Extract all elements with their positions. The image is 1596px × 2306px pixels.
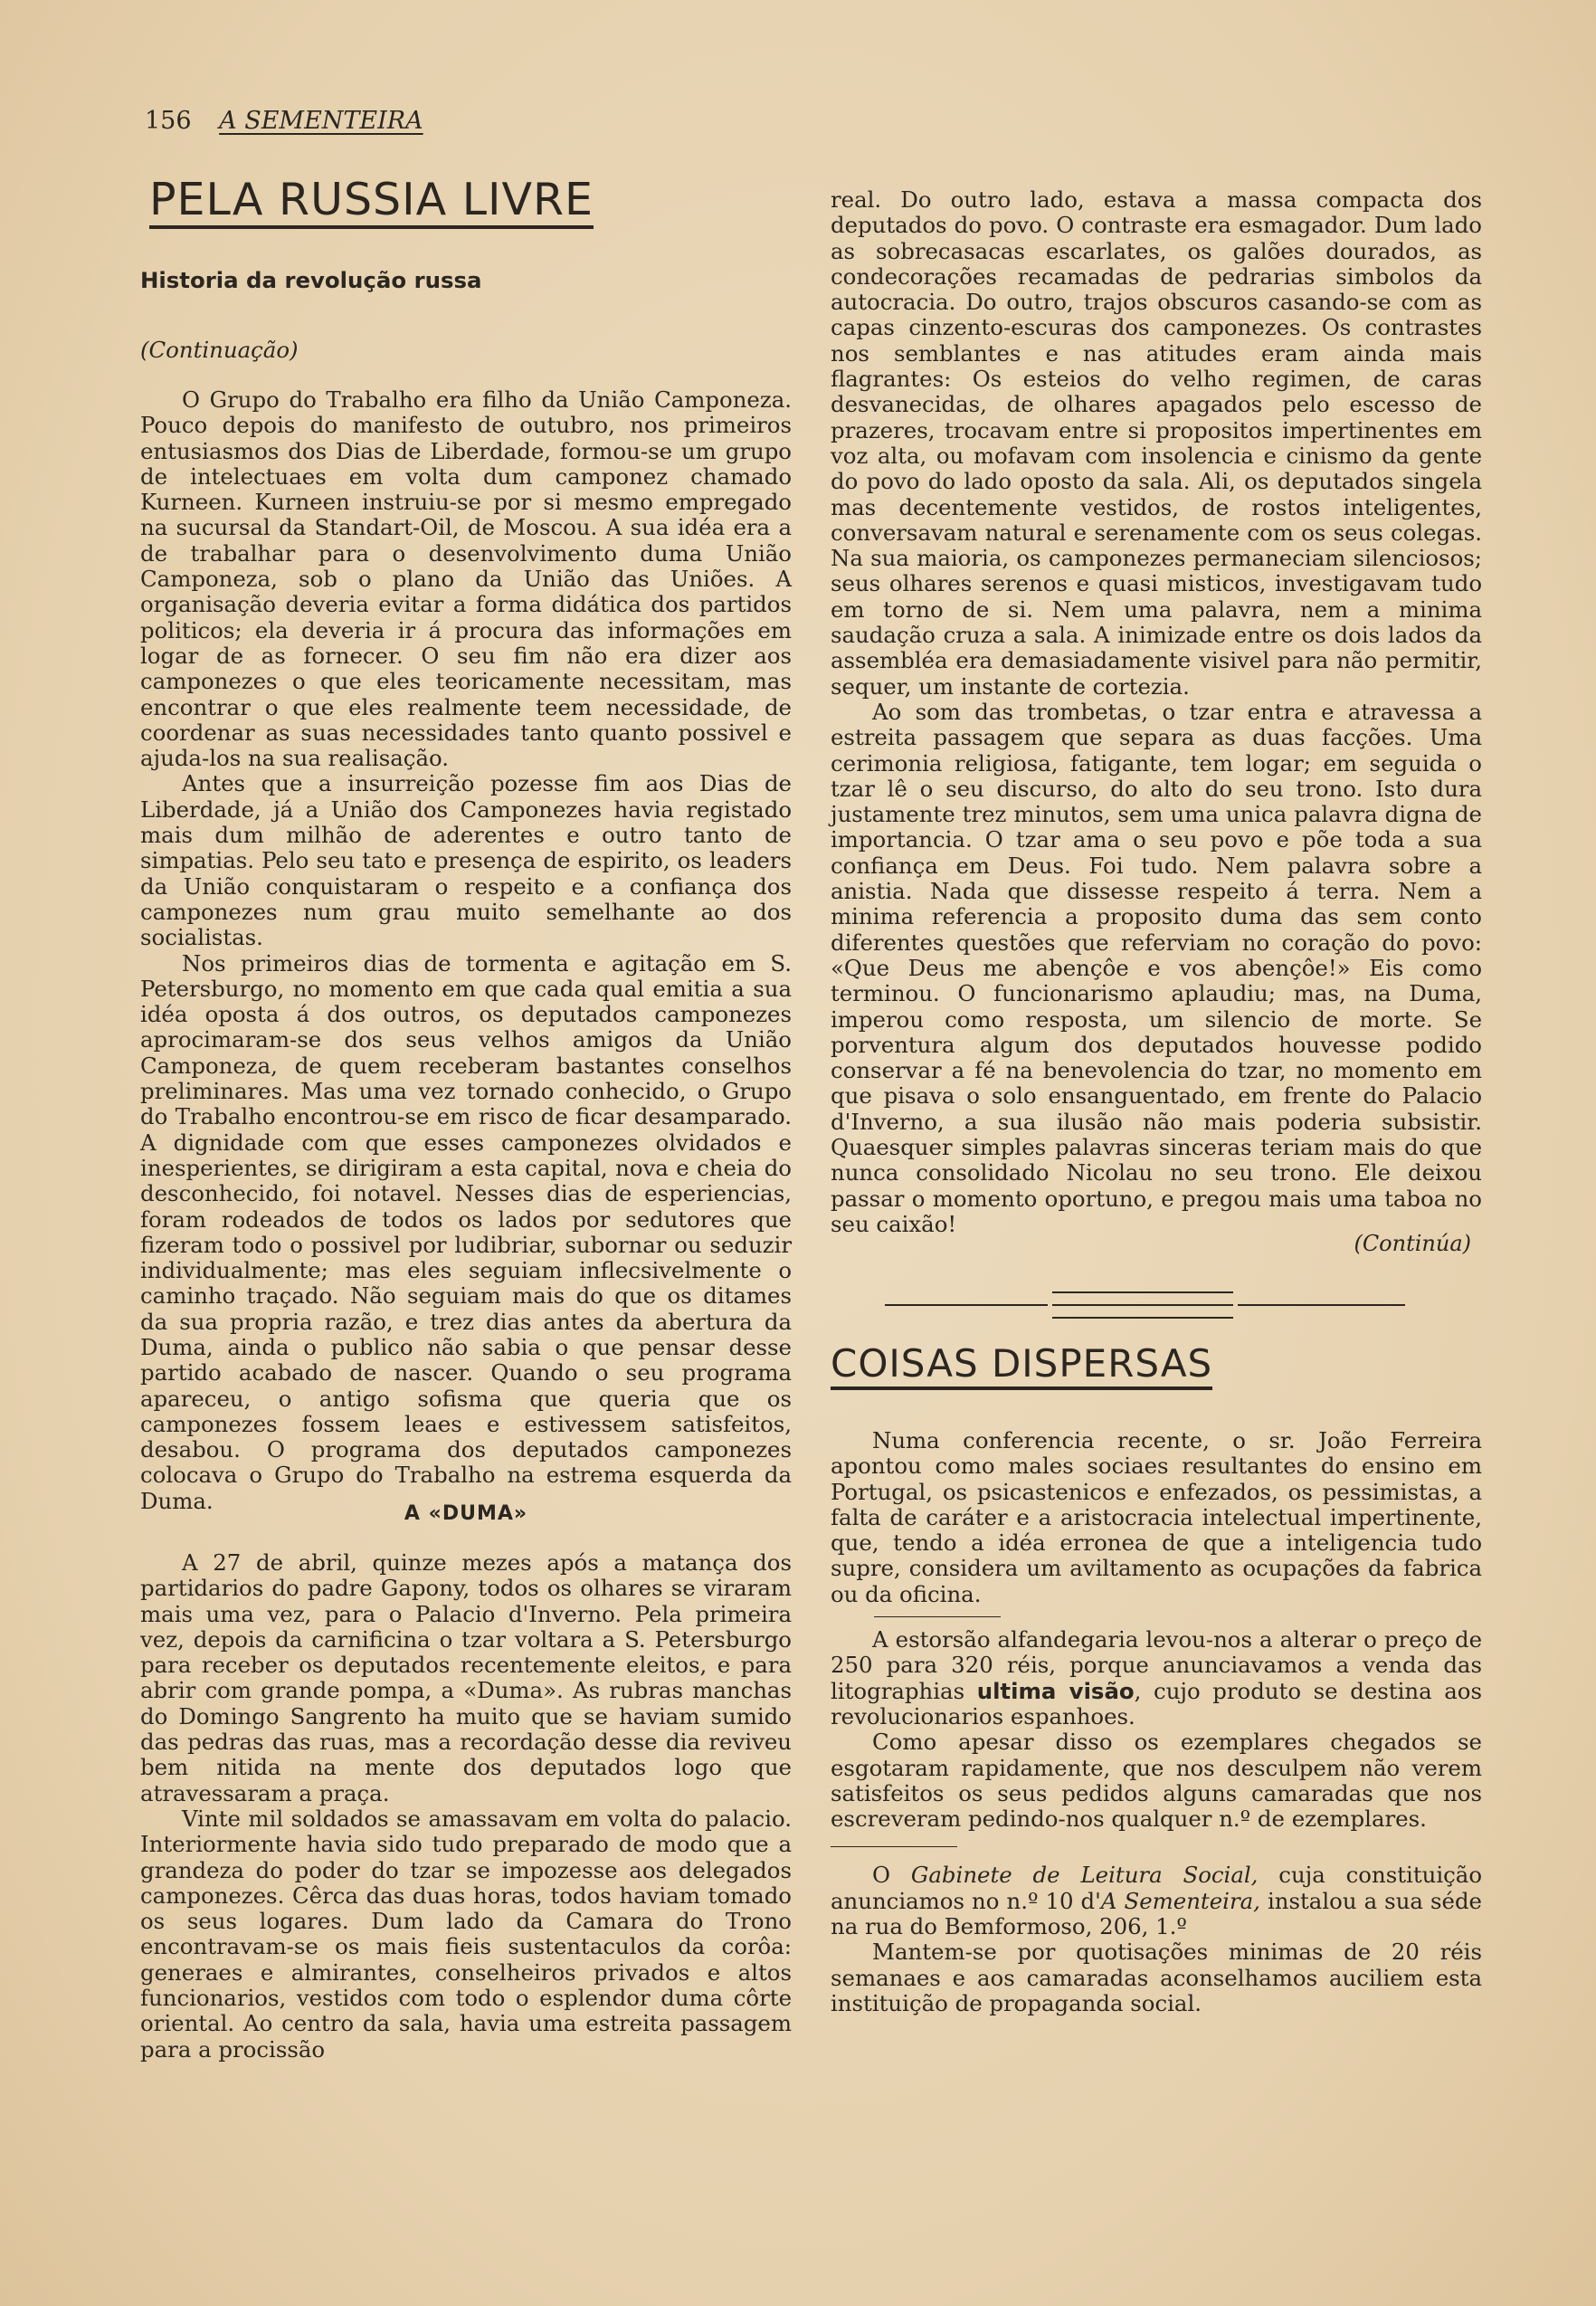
separator-rule bbox=[831, 1846, 957, 1847]
paragraph: Antes que a insurreição pozesse fim aos Dias de Liberdade, já a União dos Camponezes havia registado mais dum milhão de aderentes e outro tanto de simpatias. Pelo seu tato e presença de espirito, os leaders da União conquistaram o respeito e a confiança dos camponezes num grau muito semelhante ao dos socialistas. bbox=[140, 770, 792, 951]
page-header bbox=[145, 107, 423, 135]
article2-title: COISAS DISPERSAS bbox=[831, 1345, 1212, 1390]
to-be-continued: (Continúa) bbox=[1354, 1231, 1471, 1256]
paragraph: Numa conferencia recente, o sr. João Ferreira apontou como males sociaes resultantes do ensino em Portugal, os psicastenicos e enfezados, os pessimistas, a falta de caráter e a aristocracia intelectual impertinente, que, tendo a idéa erronea de que a inteligencia tudo supre, considera um aviltamento as ocupações da fabrica ou da oficina. bbox=[831, 1427, 1482, 1607]
continuation-note: (Continuação) bbox=[140, 337, 299, 363]
section-heading: A «DUMA» bbox=[404, 1502, 528, 1525]
publication-name: A SEMENTEIRA bbox=[219, 107, 423, 135]
paragraph: O Gabinete de Leitura Social, cuja constituição anunciamos no n.º 10 d'A Sementeira, instalou a sua séde na rua do Bemformoso, 206, 1.º bbox=[831, 1862, 1483, 1940]
paragraph: Ao som das trombetas, o tzar entra e atravessa a estreita passagem que separa as duas facções. Uma cerimonia religiosa, fatigante, tem logar; em seguida o tzar lê o seu discurso, do alto do seu trono. Isto dura justamente trez minutos, sem uma unica palavra digna de importancia. O tzar ama o seu povo e põe toda a sua confiança em Deus. Foi tudo. Nem palavra sobre a anistia. Nada que dissesse respeito á terra. Nem a minima referencia a proposito duma das sem conto diferentes questões que referviam no coração do povo: «Que Deus me abençôe e vos abençôe!» Eis como terminou. O funcionarismo aplaudiu; mas, na Duma, imperou como resposta, um silencio de morte. Se porventura algum dos deputados houvesse podido conservar a fé na benevolencia do tzar, no momento em que pisava o solo ensanguentado, em frente do Palacio d'Inverno, a sua ilusão não mais poderia subsistir. Quaesquer simples palavras sinceras teriam mais do que nunca consolidado Nicolau no seu trono. Ele deixou passar o momento oportuno, e pregou mais uma taboa no seu caixão! bbox=[831, 698, 1482, 1237]
paragraph: Mantem-se por quotisações minimas de 20 réis semanaes e aos camaradas aconselhamos auciliem esta instituição de propaganda social. bbox=[831, 1939, 1482, 2016]
separator-rule bbox=[874, 1616, 1001, 1617]
section-divider bbox=[831, 1290, 1482, 1326]
paragraph: A 27 de abril, quinze mezes após a matança dos partidarios do padre Gapony, todos os olhares se viraram mais uma vez, para o Palacio d'Inverno. Pela primeira vez, depois da carnificina o tzar voltara a S. Petersburgo para receber os deputados recentemente eleitos, e para abrir com grande pompa, a «Duma». As rubras manchas do Domingo Sangrento ha muito que se haviam sumido das pedras das ruas, mas a recordação desse dia reviveu bem nitida na mente dos deputados logo que atravessaram a praça. bbox=[140, 1549, 792, 1806]
article-title: PELA RUSSIA LIVRE bbox=[149, 177, 594, 229]
paragraph: Como apesar disso os ezemplares chegados se esgotaram rapidamente, que nos desculpem não verem satisfeitos os seus pedidos alguns camaradas que nos escreveram pedindo-nos qualquer n.º de ezemplares. bbox=[831, 1729, 1482, 1833]
bold-text: ultima visão bbox=[976, 1677, 1135, 1704]
paragraph: O Grupo do Trabalho era filho da União Camponeza. Pouco depois do manifesto de outubro, nos primeiros entusiasmos dos Dias de Liberdade, formou-se um grupo de intelectuaes em volta dum camponez chamado Kurneen. Kurneen instruiu-se por si mesmo empregado na sucursal da Standart-Oil, de Moscou. A sua idéa era a de trabalhar para o desenvolvimento duma União Camponeza, sob o plano da União das Uniões. A organisação deveria evitar a forma didática dos partidos politicos; ela deveria ir á procura das informações em logar de as fornecer. O seu fim não era dizer aos camponezes o que eles teoricamente necessitam, mas encontrar o que eles realmente teem necessidade, de coordenar as suas necessidades tanto quanto possivel e ajuda-los na sua realisação. bbox=[140, 386, 792, 772]
paragraph: real. Do outro lado, estava a massa compacta dos deputados do povo. O contraste era esmagador. Dum lado as sobrecasacas escarlates, os galões dourados, as condecorações recamadas de pedrarias simbolos da autocracia. Do outro, trajos obscuros casando-se com as capas cinzento-escuras dos camponezes. Os contrastes nos semblantes e nas atitudes eram ainda mais flagrantes: Os esteios do velho regimen, de caras desvanecidas, de olhares apagados pelo escesso de prazeres, trocavam entre si propositos impertinentes em voz alta, ou mofavam com insolencia e cinismo da gente do povo do lado oposto da sala. Ali, os deputados singela mas decentemente vestidos, de rostos inteligentes, conversavam natural e serenamente com os seus colegas. Na sua maioria, os camponezes permaneciam silenciosos; seus olhares serenos e quasi misticos, investigavam tudo em torno de si. Nem uma palavra, nem a minima saudação cruza a sala. A inimizade entre os dois lados da assembléa era demasiadamente visivel para não permitir, sequer, um instante de cortezia. bbox=[831, 186, 1482, 700]
article-subtitle: Historia da revolução russa bbox=[140, 267, 482, 293]
paragraph: A estorsão alfandegaria levou-nos a alterar o preço de 250 para 320 réis, porque anunciavamos a venda das litographias ultima visão, cujo produto se destina aos revolucionarios espanhoes. bbox=[831, 1626, 1482, 1730]
paragraph: Nos primeiros dias de tormenta e agitação em S. Petersburgo, no momento em que cada qual emitia a sua idéa oposta á dos outros, os deputados camponezes aprocimaram-se dos seus velhos amigos da União Camponeza, de quem receberam bastantes conselhos preliminares. Mas uma vez tornado conhecido, o Grupo do Trabalho encontrou-se em risco de ficar desamparado. A dignidade com que esses camponezes olvidados e inesperientes, se dirigiram a esta capital, nova e cheia do desconhecido, foi notavel. Nesses dias de esperiencias, foram rodeados de todos os lados por sedutores que fizeram todo o possivel por ludibriar, subornar ou seduzir individualmente; mas eles seguiam inflecsivelmente o caminho traçado. Não seguiam mais do que os ditames da sua propria razão, e trez dias antes da abertura da Duma, ainda o publico não sabia o que pensar desse partido acabado de nascer. Quando o seu programa apareceu, o antigo sofisma que queria que os camponezes fossem leaes e estivessem satisfeitos, desabou. O programa dos deputados camponezes colocava o Grupo do Trabalho na estrema esquerda da Duma. bbox=[140, 949, 792, 1514]
paragraph: Vinte mil soldados se amassavam em volta do palacio. Interiormente havia sido tudo preparado de modo que a grandeza do poder do tzar se impozesse aos delegados camponezes. Cêrca das duas horas, todos haviam tomado os seus logares. Dum lado da Camara do Trono encontravam-se os mais fieis sustentaculos da corôa: generaes e almirantes, conselheiros privados e altos funcionarios, vestidos com todo o esplendor duma côrte oriental. Ao centro da sala, havia uma estreita passagem para a procissão bbox=[140, 1805, 792, 2063]
page-number: 156 bbox=[145, 107, 192, 135]
